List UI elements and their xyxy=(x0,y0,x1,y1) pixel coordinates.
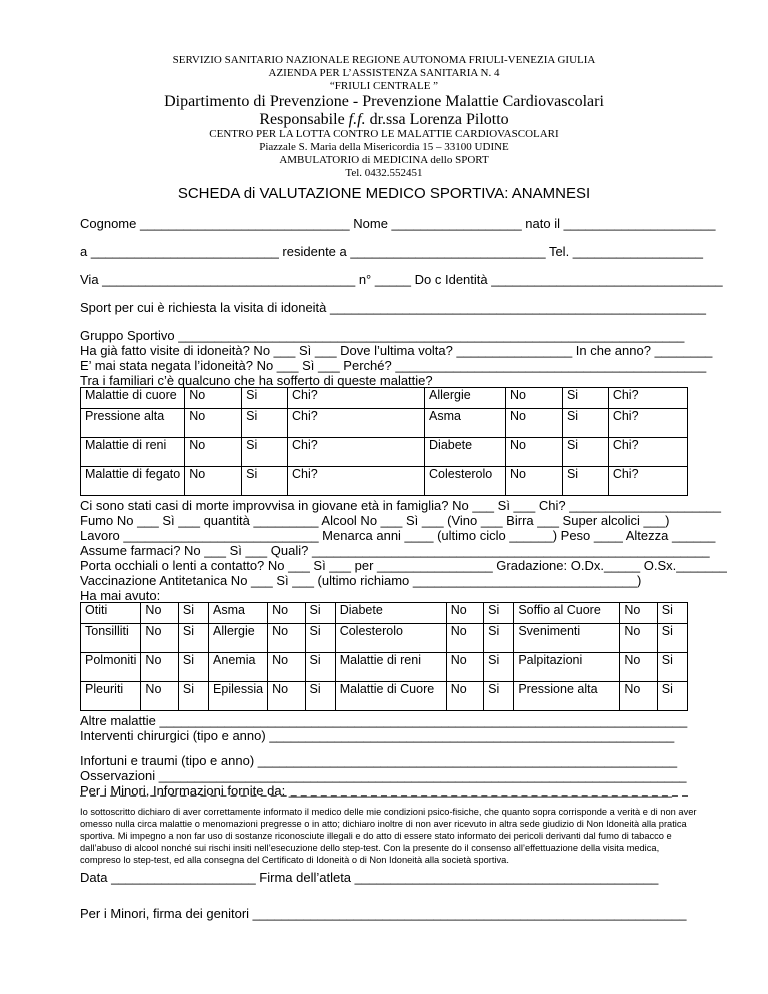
address-document-field[interactable]: Via ___________________________________ n° _____ Do c Identità ________________________________ xyxy=(80,272,723,287)
disease-label: Anemia xyxy=(209,653,268,682)
disease-label: Palpitazioni xyxy=(514,653,620,682)
no-option[interactable]: No xyxy=(506,409,563,438)
no-option[interactable]: No xyxy=(446,682,483,711)
observations-field[interactable]: Osservazioni _________________________________________________________________________ xyxy=(80,768,687,783)
disease-label: Malattie di fegato xyxy=(81,467,185,496)
tetanus-vaccine-field[interactable]: Vaccinazione Antitetanica No ___ Sì ___ (ultimo richiamo _______________________________) xyxy=(80,573,642,588)
disease-label: Svenimenti xyxy=(514,624,620,653)
disease-label: Allergie xyxy=(209,624,268,653)
yes-option[interactable]: Si xyxy=(178,682,208,711)
declaration-text: Io sottoscritto dichiaro di aver correttamente informato il medico delle mie condizioni psico-fisiche, che quanto sopra corrisponde a verità e di non aver omesso nulla circa malattie o menomazioni pregresse o in atto; dichiaro inoltre di non aver ricevuto in altra sede giudizio di Non Idoneità alla pratica sportiva. Mi impegno a non far uso di sostanze riconosciute illegali e do atto di essere stato informato dei pericoli derivanti dal fumo di tabacco e dall’abuso di alcool nonché sui rischi insiti nell’esecuzione dello step-test. Con la presente do il consenso all’effettuazione della visita medica, compreso lo step-test, ed alla consegna del Certificato di Idoneità o di Non Idoneità alla società sportiva. xyxy=(80,807,697,865)
disease-label: Allergie xyxy=(425,388,506,409)
denied-eligibility-field[interactable]: E’ mai stata negata l’idoneità? No ___ Sì ___ Perché? ___________________________________________ xyxy=(80,358,707,373)
table-row xyxy=(81,388,688,409)
no-option[interactable]: No xyxy=(141,603,178,624)
yes-option[interactable]: Si xyxy=(305,603,335,624)
no-option[interactable]: No xyxy=(268,624,305,653)
who-field[interactable]: Chi? xyxy=(288,467,425,496)
yes-option[interactable]: Si xyxy=(305,653,335,682)
who-field[interactable]: Chi? xyxy=(608,409,687,438)
form-title: SCHEDA di VALUTAZIONE MEDICO SPORTIVA: ANAMNESI xyxy=(177,185,591,202)
disease-label: Malattie di cuore xyxy=(81,388,185,409)
no-option[interactable]: No xyxy=(506,467,563,496)
no-option[interactable]: No xyxy=(446,653,483,682)
yes-option[interactable]: Si xyxy=(562,409,608,438)
table-row xyxy=(81,467,688,496)
minors-info-field[interactable]: Per i Minori, Informazioni fornite da: _____________________________________________________ xyxy=(80,783,672,798)
table-row xyxy=(81,624,688,653)
responsible-line xyxy=(0,111,768,129)
yes-option[interactable]: Si xyxy=(178,653,208,682)
yes-option[interactable]: Si xyxy=(657,624,687,653)
disease-label: Tonsilliti xyxy=(81,624,141,653)
history-question: Ha mai avuto: xyxy=(80,588,161,603)
center-address: Piazzale S. Maria della Misericordia 15 – 33100 UDINE xyxy=(259,141,509,153)
responsible-prefix: Responsabile xyxy=(259,111,349,128)
other-diseases-field[interactable]: Altre malattie _________________________________________________________________________ xyxy=(80,713,688,728)
yes-option[interactable]: Si xyxy=(242,467,288,496)
yes-option[interactable]: Si xyxy=(657,682,687,711)
surname-name-birth-field[interactable]: Cognome _____________________________ Nome __________________ nato il _____________________ xyxy=(80,216,716,231)
no-option[interactable]: No xyxy=(446,603,483,624)
no-option[interactable]: No xyxy=(620,603,657,624)
who-field[interactable]: Chi? xyxy=(288,388,425,409)
disease-label: Asma xyxy=(209,603,268,624)
date-signature-field[interactable]: Data ____________________ Firma dell’atleta __________________________________________ xyxy=(80,870,659,885)
header-line-2: AZIENDA PER L’ASSISTENZA SANITARIA N. 4 xyxy=(268,67,500,79)
responsible-ff: f.f. xyxy=(348,111,366,128)
sport-group-field[interactable]: Gruppo Sportivo ______________________________________________________________________ xyxy=(80,328,685,343)
disease-label: Otiti xyxy=(81,603,141,624)
yes-option[interactable]: Si xyxy=(484,603,514,624)
no-option[interactable]: No xyxy=(506,438,563,467)
who-field[interactable]: Chi? xyxy=(608,438,687,467)
no-option[interactable]: No xyxy=(185,409,242,438)
history-diseases-table xyxy=(80,602,688,711)
yes-option[interactable]: Si xyxy=(562,388,608,409)
disease-label: Colesterolo xyxy=(425,467,506,496)
ambulatory-name: AMBULATORIO di MEDICINA dello SPORT xyxy=(279,154,489,166)
center-phone: Tel. 0432.552451 xyxy=(345,167,423,179)
disease-label: Pressione alta xyxy=(514,682,620,711)
work-weight-height-field[interactable]: Lavoro ___________________________ Menarca anni ____ (ultimo ciclo ______) Peso ____ Altezza ______ xyxy=(80,528,716,543)
yes-option[interactable]: Si xyxy=(305,682,335,711)
yes-option[interactable]: Si xyxy=(484,682,514,711)
disease-label: Colesterolo xyxy=(335,624,446,653)
birthplace-residence-phone-field[interactable]: a __________________________ residente a ___________________________ Tel. __________________ xyxy=(80,244,703,259)
surgery-field[interactable]: Interventi chirurgici (tipo e anno) ________________________________________________________ xyxy=(80,728,675,743)
no-option[interactable]: No xyxy=(268,603,305,624)
no-option[interactable]: No xyxy=(506,388,563,409)
dashed-separator xyxy=(80,795,688,797)
who-field[interactable]: Chi? xyxy=(288,438,425,467)
no-option[interactable]: No xyxy=(185,438,242,467)
yes-option[interactable]: Si xyxy=(178,624,208,653)
yes-option[interactable]: Si xyxy=(242,438,288,467)
disease-label: Malattie di Cuore xyxy=(335,682,446,711)
yes-option[interactable]: Si xyxy=(484,653,514,682)
no-option[interactable]: No xyxy=(620,682,657,711)
table-row xyxy=(81,682,688,711)
medications-field[interactable]: Assume farmaci? No ___ Sì ___ Quali? _______________________________________________________ xyxy=(80,543,710,558)
disease-label: Malattie di reni xyxy=(81,438,185,467)
yes-option[interactable]: Si xyxy=(484,624,514,653)
disease-label: Soffio al Cuore xyxy=(514,603,620,624)
department-title: Dipartimento di Prevenzione - Prevenzione Malattie Cardiovascolari xyxy=(164,93,604,110)
glasses-field[interactable]: Porta occhiali o lenti a contatto? No ___ Sì ___ per ________________ Gradazione: O.Dx._____ O.Sx._______ xyxy=(80,558,727,573)
who-field[interactable]: Chi? xyxy=(288,409,425,438)
table-row xyxy=(81,438,688,467)
family-history-question: Tra i familiari c’è qualcuno che ha sofferto di queste malattie? xyxy=(80,373,433,388)
table-row xyxy=(81,409,688,438)
yes-option[interactable]: Si xyxy=(657,653,687,682)
disease-label: Epilessia xyxy=(209,682,268,711)
center-name: CENTRO PER LA LOTTA CONTRO LE MALATTIE CARDIOVASCOLARI xyxy=(209,128,559,140)
disease-label: Pressione alta xyxy=(81,409,185,438)
no-option[interactable]: No xyxy=(268,653,305,682)
yes-option[interactable]: Si xyxy=(305,624,335,653)
disease-label: Pleuriti xyxy=(81,682,141,711)
yes-option[interactable]: Si xyxy=(657,603,687,624)
no-option[interactable]: No xyxy=(620,624,657,653)
parents-signature-field[interactable]: Per i Minori, firma dei genitori ____________________________________________________________ xyxy=(80,906,687,921)
yes-option[interactable]: Si xyxy=(242,409,288,438)
disease-label: Diabete xyxy=(335,603,446,624)
smoke-alcohol-field[interactable]: Fumo No ___ Sì ___ quantità _________ Alcool No ___ Sì ___ (Vino ___ Birra ___ Super alcolici ___) xyxy=(80,513,670,528)
disease-label: Asma xyxy=(425,409,506,438)
disease-label: Malattie di reni xyxy=(335,653,446,682)
disease-label: Polmoniti xyxy=(81,653,141,682)
no-option[interactable]: No xyxy=(620,653,657,682)
no-option[interactable]: No xyxy=(268,682,305,711)
table-row xyxy=(81,653,688,682)
no-option[interactable]: No xyxy=(446,624,483,653)
responsible-name: dr.ssa Lorenza Pilotto xyxy=(365,111,509,128)
yes-option[interactable]: Si xyxy=(242,388,288,409)
no-option[interactable]: No xyxy=(141,624,178,653)
no-option[interactable]: No xyxy=(185,388,242,409)
disease-label: Diabete xyxy=(425,438,506,467)
no-option[interactable]: No xyxy=(141,682,178,711)
yes-option[interactable]: Si xyxy=(178,603,208,624)
who-field[interactable]: Chi? xyxy=(608,388,687,409)
injuries-field[interactable]: Infortuni e traumi (tipo e anno) __________________________________________________________ xyxy=(80,753,678,768)
no-option[interactable]: No xyxy=(141,653,178,682)
yes-option[interactable]: Si xyxy=(562,438,608,467)
sport-field[interactable]: Sport per cui è richiesta la visita di idoneità ____________________________________________________ xyxy=(80,300,706,315)
previous-visits-field[interactable]: Ha già fatto visite di idoneità? No ___ Sì ___ Dove l’ultima volta? ________________ In che anno? ________ xyxy=(80,343,713,358)
header-line-3: “FRIULI CENTRALE ” xyxy=(329,80,439,92)
family-diseases-table xyxy=(80,387,688,496)
yes-option[interactable]: Si xyxy=(562,467,608,496)
who-field[interactable]: Chi? xyxy=(608,467,687,496)
no-option[interactable]: No xyxy=(185,467,242,496)
sudden-death-field[interactable]: Ci sono stati casi di morte improvvisa in giovane età in famiglia? No ___ Sì ___ Chi? _____________________ xyxy=(80,498,722,513)
table-row xyxy=(81,603,688,624)
header-line-1: SERVIZIO SANITARIO NAZIONALE REGIONE AUTONOMA FRIULI-VENEZIA GIULIA xyxy=(172,54,596,66)
